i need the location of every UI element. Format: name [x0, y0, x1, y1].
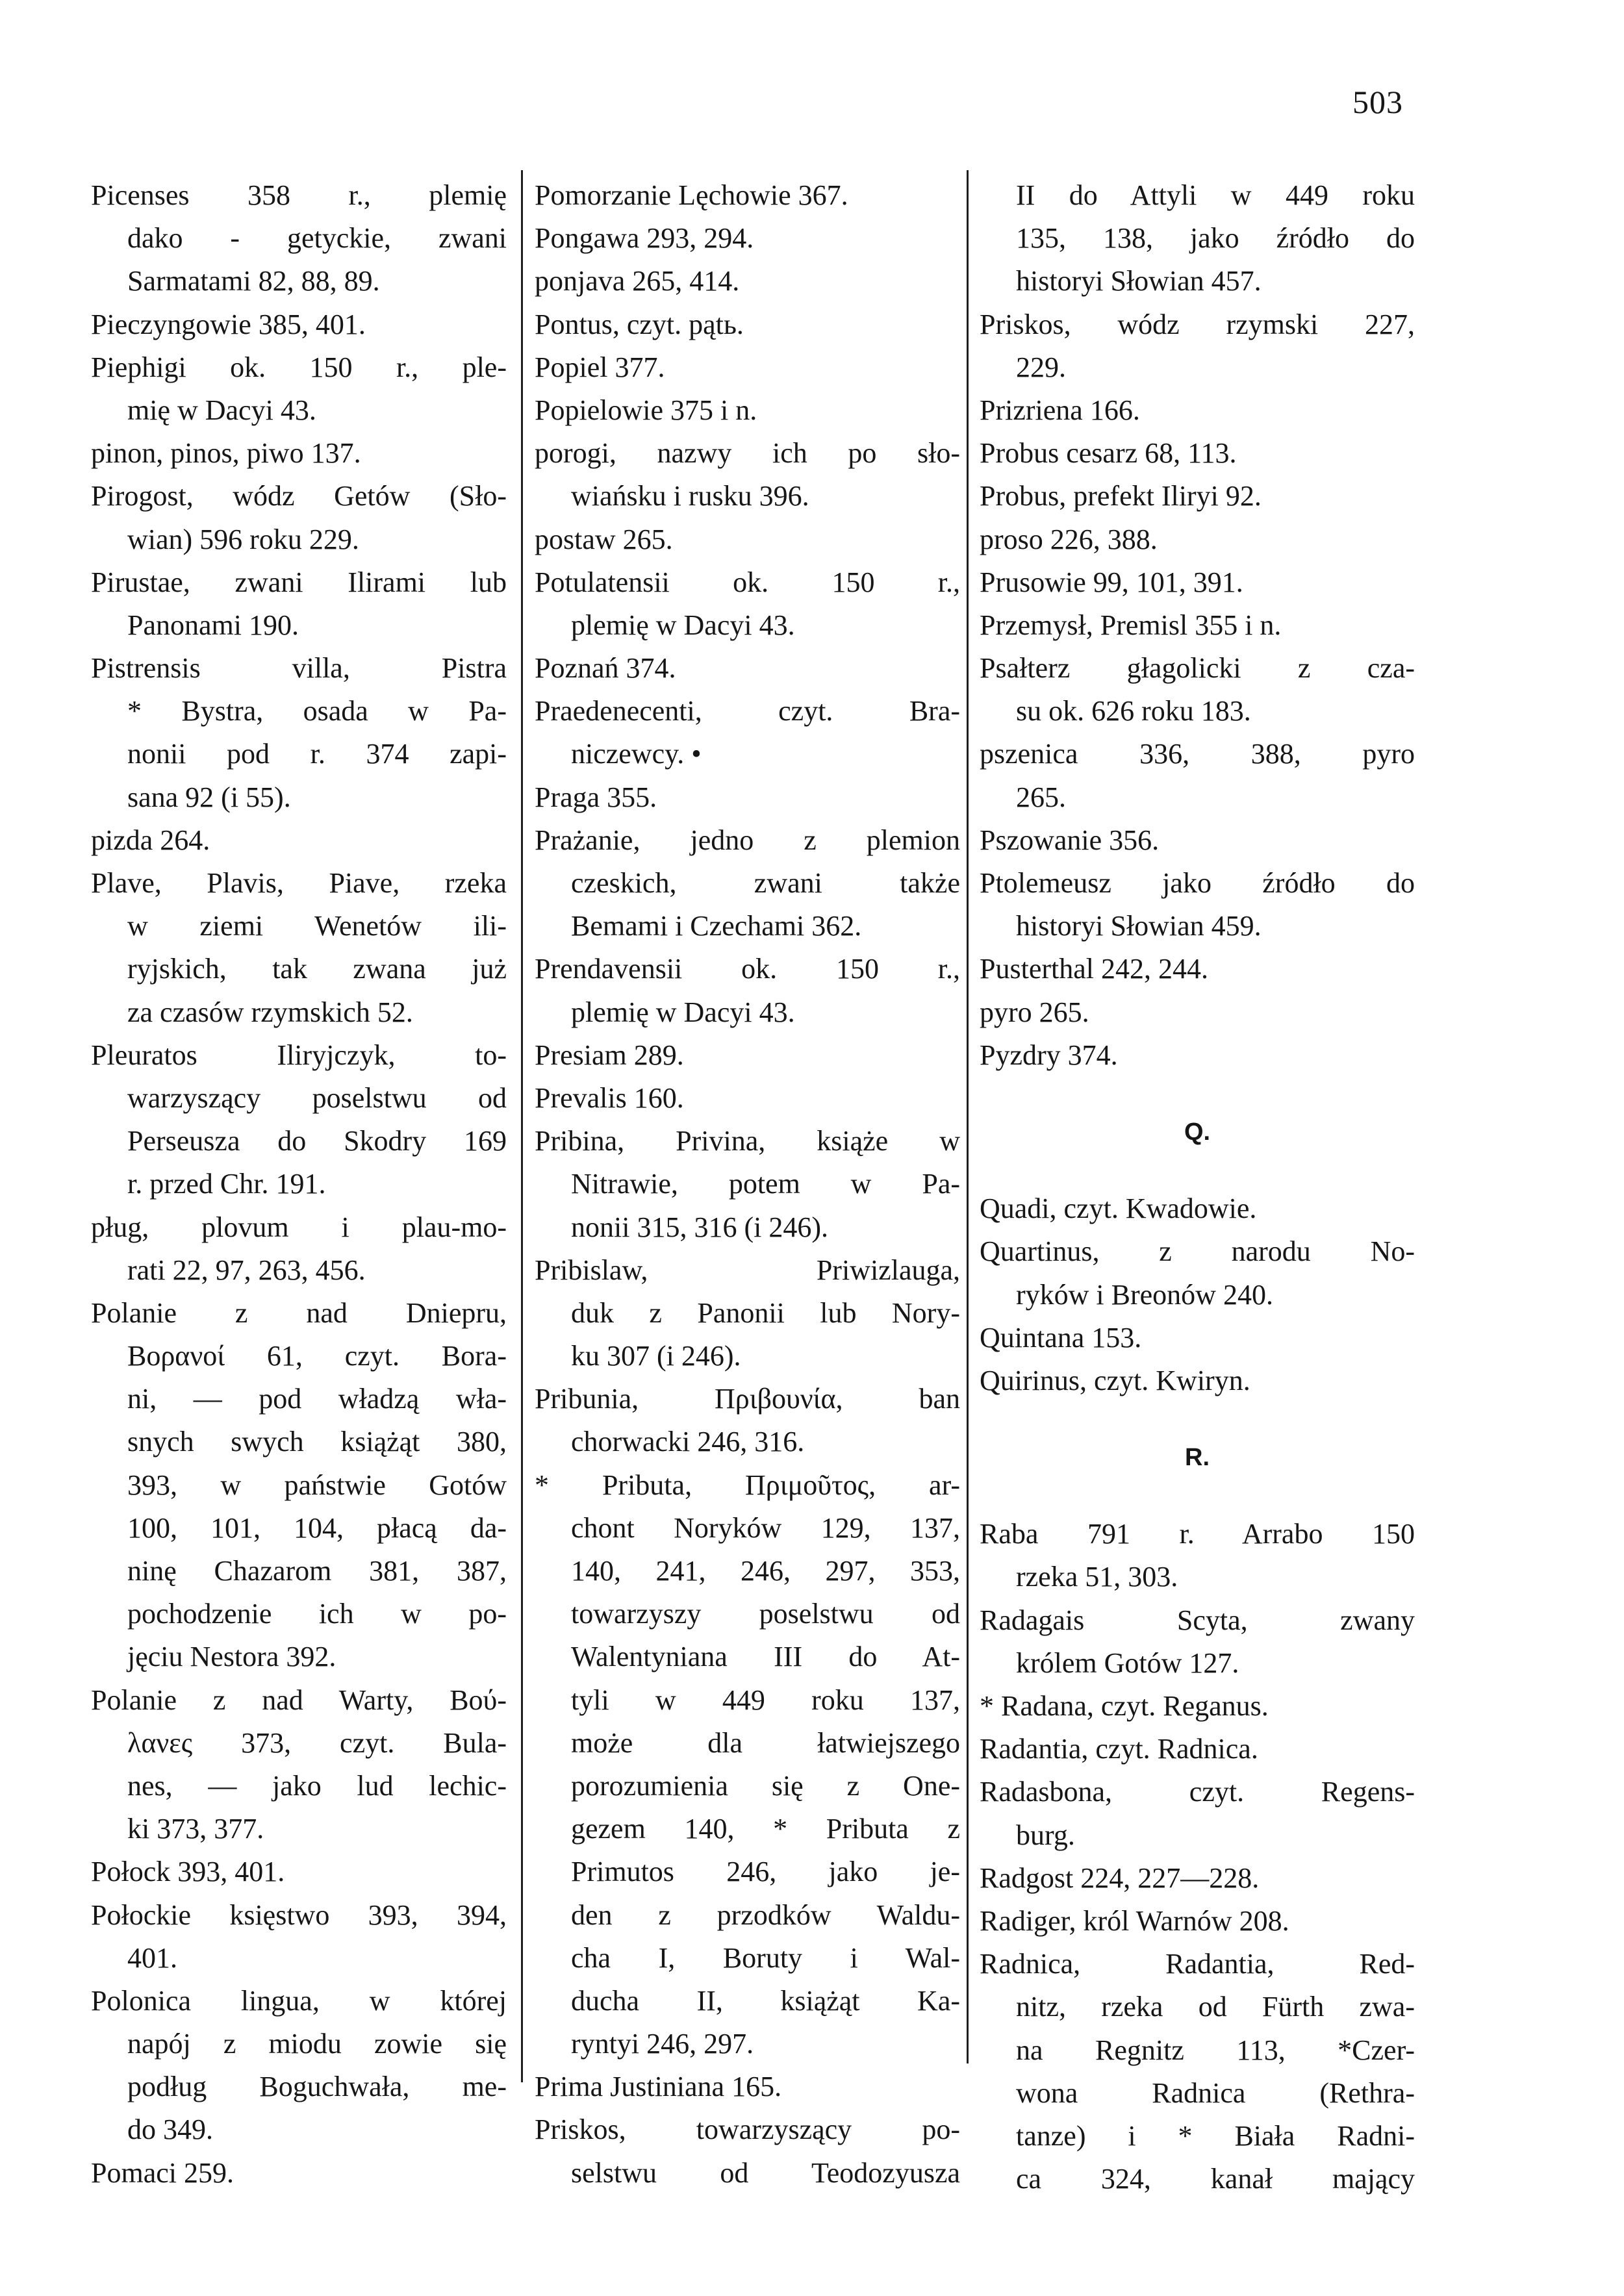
- index-entry-continuation: ryntyi 246, 297.: [571, 2028, 754, 2060]
- index-entry-line: Presiam 289.: [535, 1039, 684, 1071]
- index-entry-line: Potulatensii ok. 150 r.,: [535, 566, 960, 598]
- index-entry-continuation: do 349.: [127, 2113, 213, 2146]
- index-entry-line: Pyzdry 374.: [980, 1039, 1118, 1071]
- index-entry-continuation: II do Attyli w 449 roku: [1016, 179, 1415, 211]
- index-entry-continuation: niczewcy. •: [571, 738, 702, 770]
- index-entry-line: Połockie księstwo 393, 394,: [91, 1899, 507, 1931]
- index-entry-line: proso 226, 388.: [980, 523, 1158, 555]
- index-entry-continuation: wiańsku i rusku 396.: [571, 480, 809, 512]
- index-entry-line: ponjava 265, 414.: [535, 265, 740, 297]
- index-entry-line: Radantia, czyt. Radnica.: [980, 1733, 1258, 1765]
- index-entry-line: pług, plovum i plau-mo-: [91, 1211, 507, 1243]
- index-entry-line: Popielowie 375 i n.: [535, 394, 757, 426]
- index-entry-line: Pirogost, wódz Getów (Sło-: [91, 480, 507, 512]
- index-entry-line: Popiel 377.: [535, 351, 665, 383]
- index-column-1: [91, 174, 507, 2195]
- index-entry-continuation: 393, w państwie Gotów: [127, 1469, 507, 1501]
- index-entry-line: pyro 265.: [980, 996, 1089, 1028]
- index-entry-continuation: ki 373, 377.: [127, 1813, 264, 1845]
- index-entry-continuation: ryków i Breonów 240.: [1016, 1278, 1273, 1311]
- index-entry-line: Prusowie 99, 101, 391.: [980, 566, 1243, 598]
- index-entry-line: Polanie z nad Dniepru,: [91, 1296, 507, 1329]
- index-entry-continuation: dako - getyckie, zwani: [127, 222, 507, 255]
- index-entry-line: Quirinus, czyt. Kwiryn.: [980, 1364, 1250, 1396]
- index-entry-continuation: rati 22, 97, 263, 456.: [127, 1254, 366, 1286]
- section-gap: [980, 1077, 1415, 1111]
- index-entry-line: pizda 264.: [91, 824, 210, 856]
- index-entry-continuation: podług Boguchwała, me-: [127, 2071, 507, 2103]
- index-entry-continuation: ca 324, kanał mający: [1016, 2163, 1415, 2195]
- index-entry-line: Praedenecenti, czyt. Bra-: [535, 695, 960, 727]
- index-entry-line: Raba 791 r. Arrabo 150: [980, 1518, 1415, 1550]
- index-entry-continuation: Walentyniana III do At-: [571, 1641, 960, 1673]
- index-entry-continuation: napój z miodu zowie się: [127, 2028, 507, 2060]
- index-entry-line: Prażanie, jedno z plemion: [535, 824, 960, 856]
- index-entry-continuation: chorwacki 246, 316.: [571, 1426, 805, 1458]
- index-entry-continuation: wian) 596 roku 229.: [127, 523, 359, 555]
- index-entry-continuation: chont Noryków 129, 137,: [571, 1511, 960, 1544]
- index-entry-continuation: 140, 241, 246, 297, 353,: [571, 1555, 960, 1587]
- index-entry-line: Pomaci 259.: [91, 2156, 234, 2189]
- index-entry-line: Polanie z nad Warty, Βού-: [91, 1684, 507, 1716]
- index-entry-line: Pistrensis villa, Pistra: [91, 652, 507, 685]
- index-entry-line: Poznań 374.: [535, 652, 676, 685]
- index-entry-line: Picenses 358 r., plemię: [91, 179, 507, 211]
- index-entry-continuation: ni, — pod władzą wła-: [127, 1383, 507, 1415]
- index-entry-line: Pieczyngowie 385, 401.: [91, 308, 366, 340]
- index-entry-continuation: Nitrawie, potem w Pa-: [571, 1168, 960, 1200]
- index-entry-line: Prevalis 160.: [535, 1081, 684, 1114]
- index-entry-line: Piephigi ok. 150 r., ple-: [91, 351, 507, 383]
- index-entry-continuation: pochodzenie ich w po-: [127, 1598, 507, 1630]
- index-entry-continuation: może dla łatwiejszego: [571, 1726, 960, 1759]
- index-entry-continuation: nonii 315, 316 (i 246).: [571, 1211, 828, 1243]
- index-entry-continuation: gezem 140, * Pributa z: [571, 1813, 960, 1845]
- index-entry-line: Ptolemeusz jako źródło do: [980, 867, 1415, 899]
- index-entry-continuation: plemię w Dacyi 43.: [571, 996, 795, 1028]
- section-letter-heading: Q.: [1184, 1118, 1211, 1146]
- index-entry-line: Quartinus, z narodu No-: [980, 1235, 1415, 1268]
- index-entry-line: Pusterthal 242, 244.: [980, 953, 1208, 985]
- index-entry-continuation: czeskich, zwani także: [571, 867, 960, 899]
- index-entry-line: Pomorzanie Lęchowie 367.: [535, 179, 848, 211]
- index-entry-continuation: r. przed Chr. 191.: [127, 1168, 326, 1200]
- index-entry-line: Probus, prefekt Iliryi 92.: [980, 480, 1262, 512]
- index-entry-continuation: tanze) i * Biała Radni-: [1016, 2119, 1415, 2152]
- index-entry-continuation: 265.: [1016, 781, 1066, 813]
- page-number: 503: [1352, 84, 1403, 120]
- index-entry-line: Radasbona, czyt. Regens-: [980, 1776, 1415, 1808]
- index-entry-continuation: ninę Chazarom 381, 387,: [127, 1555, 507, 1587]
- index-entry-continuation: historyi Słowian 459.: [1016, 910, 1262, 942]
- index-entry-line: Połock 393, 401.: [91, 1856, 285, 1888]
- index-entry-continuation: w ziemi Wenetów ili-: [127, 910, 507, 942]
- index-entry-line: Radgost 224, 227—228.: [980, 1861, 1260, 1894]
- index-entry-continuation: nonii pod r. 374 zapi-: [127, 738, 507, 770]
- index-entry-line: Praga 355.: [535, 781, 657, 813]
- index-entry-line: Radiger, król Warnów 208.: [980, 1904, 1289, 1937]
- index-entry-continuation: burg.: [1016, 1819, 1075, 1851]
- section-gap: [980, 1479, 1415, 1513]
- index-entry-continuation: Perseusza do Skodry 169: [127, 1125, 507, 1157]
- index-entry-line: Pribina, Privina, książe w: [535, 1125, 960, 1157]
- section-letter-heading: R.: [1185, 1444, 1210, 1472]
- index-entry-line: Prendavensii ok. 150 r.,: [535, 953, 960, 985]
- index-entry-continuation: Primutos 246, jako je-: [571, 1856, 960, 1888]
- index-entry-continuation: plemię w Dacyi 43.: [571, 609, 795, 641]
- index-entry-line: Prizriena 166.: [980, 394, 1140, 426]
- index-entry-continuation: Panonami 190.: [127, 609, 299, 641]
- index-entry-line: Priskos, wódz rzymski 227,: [980, 308, 1415, 340]
- index-entry-line: * Pributa, Πριμοῦτος, ar-: [535, 1469, 960, 1501]
- section-gap: [980, 1154, 1415, 1187]
- index-entry-line: Radagais Scyta, zwany: [980, 1604, 1415, 1636]
- index-entry-continuation: historyi Słowian 457.: [1016, 265, 1262, 297]
- index-entry-continuation: rzeka 51, 303.: [1016, 1561, 1178, 1593]
- index-entry-line: Quadi, czyt. Kwadowie.: [980, 1192, 1257, 1225]
- index-entry-continuation: nitz, rzeka od Fürth zwa-: [1016, 1991, 1415, 2023]
- index-entry-continuation: 229.: [1016, 351, 1066, 383]
- index-entry-line: Pleuratos Iliryjczyk, to-: [91, 1039, 507, 1071]
- index-entry-line: pinon, pinos, piwo 137.: [91, 437, 361, 470]
- index-column-3: [980, 174, 1415, 2201]
- section-gap: [980, 1402, 1415, 1436]
- index-entry-line: Radnica, Radantia, Red-: [980, 1948, 1415, 1980]
- index-entry-continuation: selstwu od Teodozyusza: [571, 2156, 960, 2189]
- index-entry-line: Pirustae, zwani Ilirami lub: [91, 566, 507, 598]
- index-entry-continuation: ducha II, książąt Ka-: [571, 1984, 960, 2017]
- index-entry-line: Pribislaw, Priwizlauga,: [535, 1254, 960, 1286]
- index-entry-continuation: * Bystra, osada w Pa-: [127, 695, 507, 727]
- index-entry-continuation: mię w Dacyi 43.: [127, 394, 316, 426]
- index-entry-line: postaw 265.: [535, 523, 673, 555]
- index-entry-continuation: Bemami i Czechami 362.: [571, 910, 862, 942]
- index-entry-continuation: towarzyszy poselstwu od: [571, 1598, 960, 1630]
- index-entry-continuation: ku 307 (i 246).: [571, 1340, 741, 1372]
- column-divider: [967, 170, 969, 2063]
- index-entry-continuation: za czasów rzymskich 52.: [127, 996, 413, 1028]
- index-entry-continuation: wona Radnica (Rethra-: [1016, 2076, 1415, 2109]
- index-entry-continuation: sana 92 (i 55).: [127, 781, 291, 813]
- index-entry-line: porogi, nazwy ich po sło-: [535, 437, 960, 470]
- index-entry-continuation: 100, 101, 104, płacą da-: [127, 1511, 507, 1544]
- index-entry-continuation: Sarmatami 82, 88, 89.: [127, 265, 380, 297]
- index-entry-line: Psałterz głagolicki z cza-: [980, 652, 1415, 685]
- index-entry-continuation: warzyszący poselstwu od: [127, 1081, 507, 1114]
- index-entry-line: Pontus, czyt. pątь.: [535, 308, 744, 340]
- index-entry-continuation: snych swych książąt 380,: [127, 1426, 507, 1458]
- index-entry-continuation: den z przodków Waldu-: [571, 1899, 960, 1931]
- index-entry-line: Pribunia, Πριβουνία, ban: [535, 1383, 960, 1415]
- index-entry-continuation: nes, — jako lud lechic-: [127, 1769, 507, 1802]
- index-entry-continuation: λανες 373, czyt. Bula-: [127, 1726, 507, 1759]
- index-entry-continuation: Βορανοί 61, czyt. Bora-: [127, 1340, 507, 1372]
- index-entry-line: pszenica 336, 388, pyro: [980, 738, 1415, 770]
- index-entry-line: Plave, Plavis, Piave, rzeka: [91, 867, 507, 899]
- index-entry-continuation: su ok. 626 roku 183.: [1016, 695, 1251, 727]
- index-entry-line: Prima Justiniana 165.: [535, 2071, 782, 2103]
- index-entry-continuation: duk z Panonii lub Nory-: [571, 1296, 960, 1329]
- index-entry-continuation: 401.: [127, 1941, 177, 1974]
- index-entry-line: Pszowanie 356.: [980, 824, 1160, 856]
- index-entry-continuation: porozumienia się z One-: [571, 1769, 960, 1802]
- index-entry-continuation: królem Gotów 127.: [1016, 1646, 1239, 1679]
- index-entry-line: Przemysł, Premisl 355 i n.: [980, 609, 1282, 641]
- index-entry-continuation: cha I, Boruty i Wal-: [571, 1941, 960, 1974]
- index-entry-line: Priskos, towarzyszący po-: [535, 2113, 960, 2146]
- column-divider: [521, 170, 523, 2082]
- index-column-2: [535, 174, 960, 2195]
- index-entry-continuation: jęciu Nestora 392.: [127, 1641, 336, 1673]
- index-entry-line: Pongawa 293, 294.: [535, 222, 754, 255]
- index-entry-line: * Radana, czyt. Reganus.: [980, 1690, 1269, 1722]
- index-entry-continuation: 135, 138, jako źródło do: [1016, 222, 1415, 255]
- index-entry-line: Probus cesarz 68, 113.: [980, 437, 1237, 470]
- index-entry-line: Polonica lingua, w której: [91, 1984, 507, 2017]
- index-entry-continuation: na Regnitz 113, *Czer-: [1016, 2034, 1415, 2066]
- index-entry-line: Quintana 153.: [980, 1321, 1142, 1354]
- index-entry-continuation: ryjskich, tak zwana już: [127, 953, 507, 985]
- index-entry-continuation: tyli w 449 roku 137,: [571, 1684, 960, 1716]
